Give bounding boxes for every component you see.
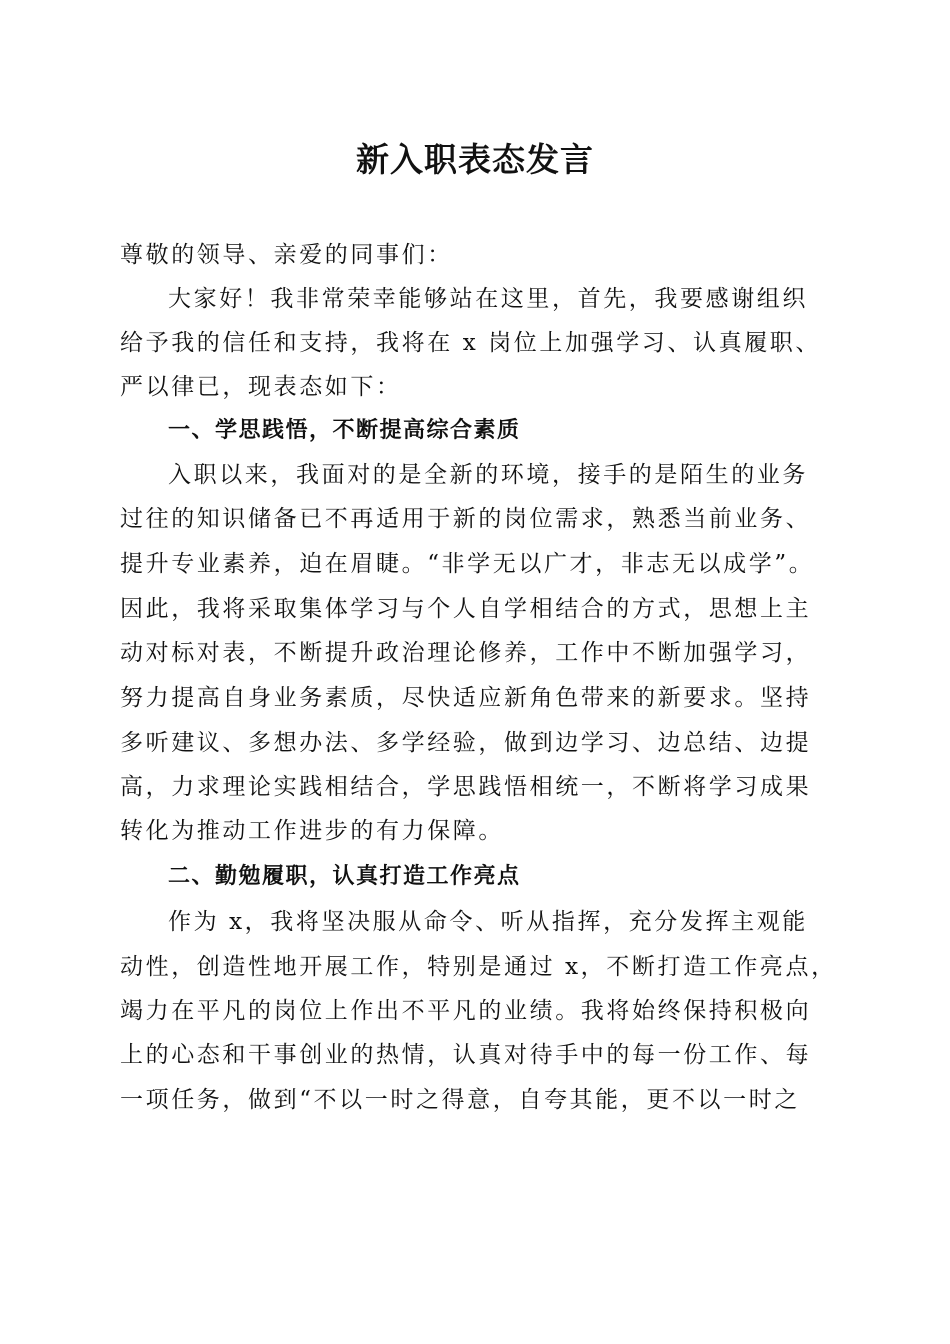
section-2-line-3: 竭力在平凡的岗位上作出不平凡的业绩。我将始终保持积极向 [120,998,812,1024]
section-1-line-2: 过往的知识储备已不再适用于新的岗位需求，熟悉当前业务、 [120,506,812,532]
section-1-line-8: 高，力求理论实践相结合，学思践悟相统一，不断将学习成果 [120,774,812,800]
intro-line-3: 严以律已，现表态如下： [120,374,402,400]
section-2-line-1: 作为 x，我将坚决服从命令、听从指挥，充分发挥主观能 [168,909,808,935]
section-1-line-3: 提升专业素养，迫在眉睫。“非学无以广才，非志无以成学”。 [120,551,815,577]
section-1-line-5: 动对标对表，不断提升政治理论修养，工作中不断加强学习， [120,640,812,666]
section-1-line-9: 转化为推动工作进步的有力保障。 [120,818,504,844]
intro-line-2: 给予我的信任和支持，我将在 x 岗位上加强学习、认真履职、 [120,330,821,356]
section-1-line-6: 努力提高自身业务素质，尽快适应新角色带来的新要求。坚持 [120,685,812,711]
intro-line-1: 大家好！我非常荣幸能够站在这里，首先，我要感谢组织 [168,286,808,312]
section-2-heading: 二、勤勉履职，认真打造工作亮点 [168,864,521,889]
section-1-heading: 一、学思践悟，不断提高综合素质 [168,418,521,443]
section-2-line-2: 动性，创造性地开展工作，特别是通过 x，不断打造工作亮点， [120,954,837,980]
section-2-line-5: 一项任务，做到“不以一时之得意，自夸其能，更不以一时之 [120,1087,800,1113]
page-title: 新入职表态发言 [356,140,594,179]
section-1-line-7: 多听建议、多想办法、多学经验，做到边学习、边总结、边提 [120,730,812,756]
section-1-line-4: 因此，我将采取集体学习与个人自学相结合的方式，思想上主 [120,596,812,622]
salutation: 尊敬的领导、亲爱的同事们： [120,242,453,268]
section-1-line-1: 入职以来，我面对的是全新的环境，接手的是陌生的业务 [168,462,808,488]
section-2-line-4: 上的心态和干事创业的热情，认真对待手中的每一份工作、每 [120,1042,812,1068]
